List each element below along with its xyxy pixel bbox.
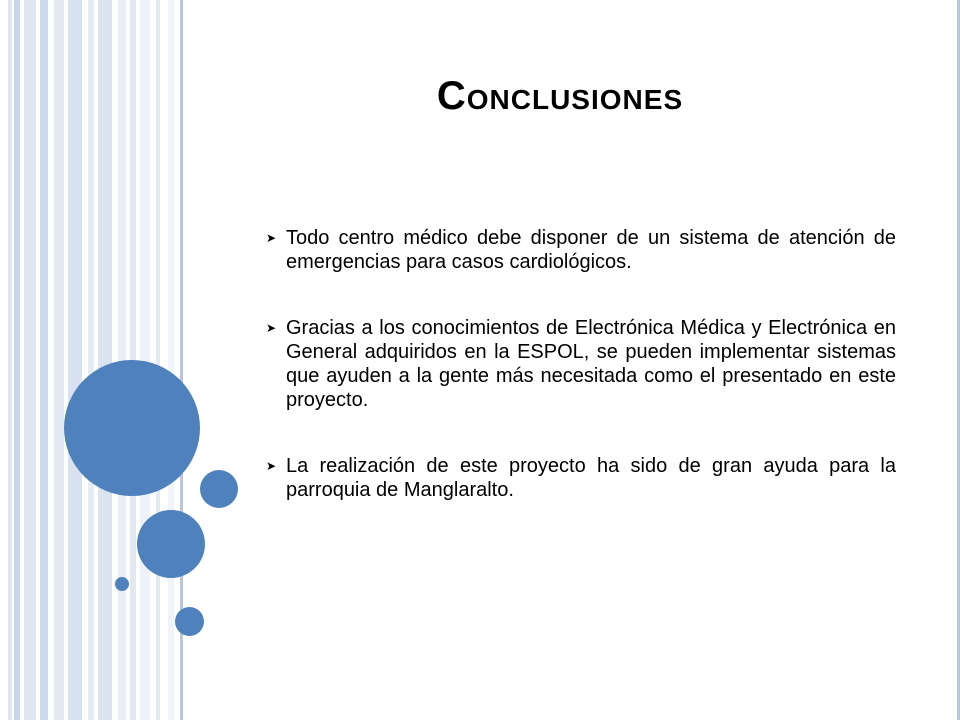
decorative-stripe [54,0,64,720]
arrowhead-right-icon: ➤ [266,231,277,245]
bullet-item [266,454,896,502]
decorative-circle-small [200,470,238,508]
decorative-circle-small [175,607,204,636]
bullet-item [266,226,896,274]
decorative-stripe [88,0,94,720]
bullet-item [266,316,896,412]
decorative-circle-large [64,360,200,496]
bullet-text: La realización de este proyecto ha sido de gran ayuda para la parroquia de Manglaralto. [286,455,896,501]
decorative-stripe [8,0,12,720]
slide-title: Conclusiones [436,74,684,118]
decorative-circle-tiny [115,577,129,591]
decorative-stripe [98,0,112,720]
bullet-text: Gracias a los conocimientos de Electrónica Médica y Electrónica en General adquiridos en la ESPOL, se pueden implementar sistemas que ayuden a la gente más necesitada como el presentado en este proyecto. [286,317,896,411]
decorative-stripe [168,0,174,720]
bullet-text: Todo centro médico debe disponer de un sistema de atención de emergencias para casos cardiológicos. [286,227,896,273]
decorative-stripe [156,0,160,720]
decorative-circle-medium [137,510,205,578]
decorative-stripe [40,0,48,720]
arrowhead-right-icon: ➤ [266,459,277,473]
decorative-stripe [24,0,36,720]
arrowhead-right-icon: ➤ [266,321,277,335]
decorative-stripe [68,0,82,720]
bullet-list [266,226,896,544]
decorative-stripe [14,0,20,720]
